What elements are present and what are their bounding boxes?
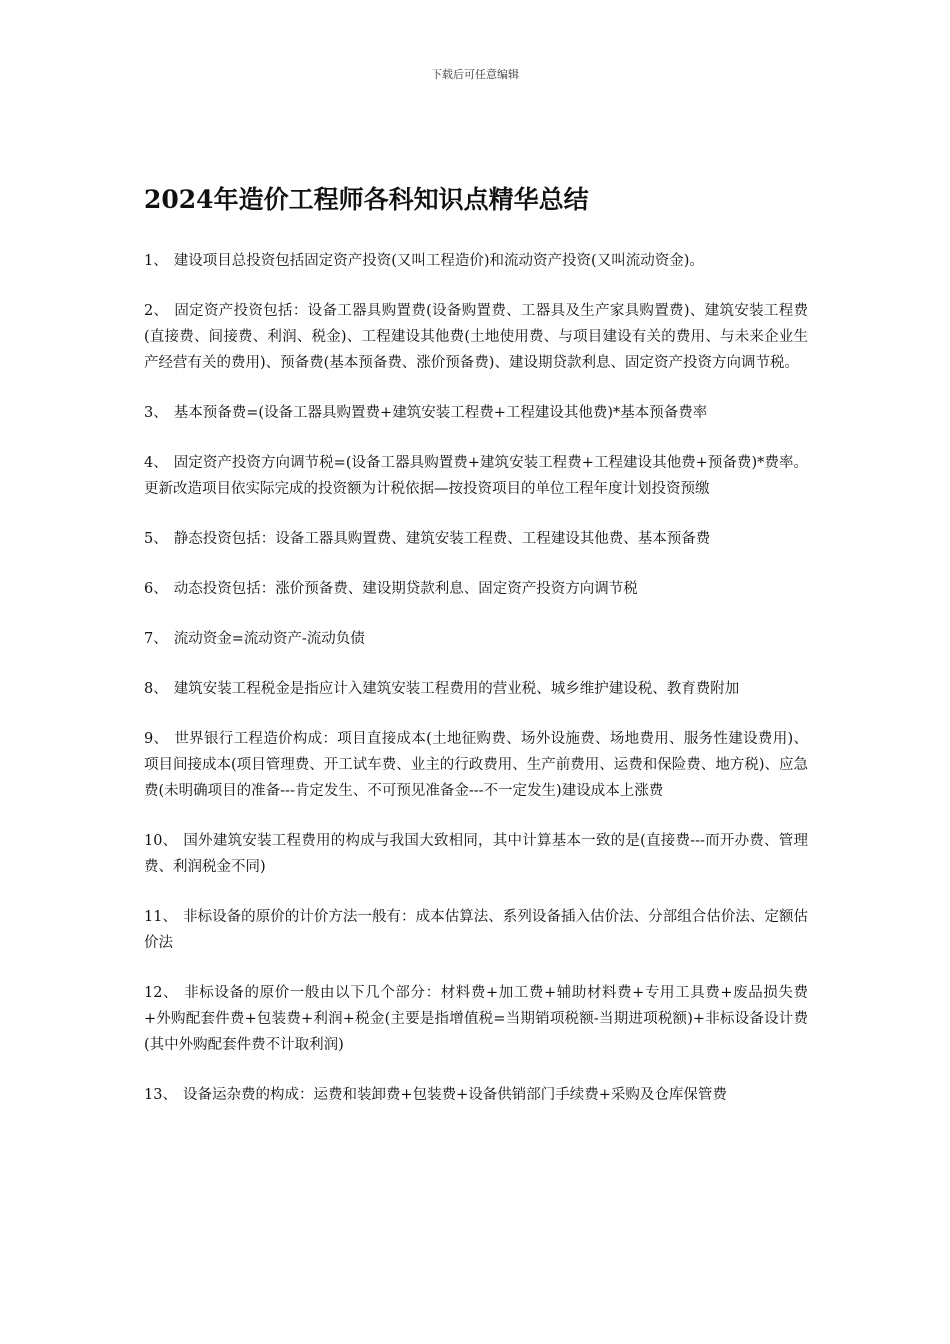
item-number: 2、 (144, 303, 169, 319)
item-number: 8、 (144, 681, 168, 697)
item-text: 基本预备费=(设备工器具购置费+建筑安装工程费+工程建设其他费)*基本预备费率 (173, 405, 708, 421)
item-text: 世界银行工程造价构成：项目直接成本(土地征购费、场外设施费、场地费用、服务性建设费用)、项目间接成本(项目管理费、开工试车费、业主的行政费用、生产前费用、运费和保险费、地方税)、应急费(未明确项目的准备---肯定发生、不可预见准备金---不一定发生)建设成本上涨费 (144, 731, 809, 799)
list-item (144, 450, 808, 502)
document-title: 2024年造价工程师各科知识点精华总结 (144, 185, 589, 214)
item-number: 9、 (144, 731, 169, 747)
item-text: 建设项目总投资包括固定资产投资(又叫工程造价)和流动资产投资(又叫流动资金)。 (173, 253, 704, 269)
list-item (144, 526, 808, 552)
item-number: 13、 (144, 1087, 177, 1103)
list-item (144, 1082, 808, 1108)
item-number: 10、 (144, 833, 178, 849)
item-text: 非标设备的原价的计价方法一般有：成本估算法、系列设备插入估价法、分部组合估价法、定额估价法 (144, 909, 809, 951)
list-item (144, 298, 808, 376)
item-text: 建筑安装工程税金是指应计入建筑安装工程费用的营业税、城乡维护建设税、教育费附加 (173, 681, 740, 697)
list-item (144, 726, 808, 804)
list-item (144, 248, 808, 274)
item-number: 7、 (144, 631, 168, 647)
item-number: 3、 (144, 405, 168, 421)
item-number: 1、 (144, 253, 168, 269)
list-item (144, 904, 808, 956)
item-text: 流动资金=流动资产-流动负债 (173, 631, 365, 647)
page-header-note: 下载后可任意编辑 (431, 68, 519, 81)
document-body (144, 248, 808, 1132)
item-text: 非标设备的原价一般由以下几个部分：材料费+加工费+辅助材料费+专用工具费+废品损失费+外购配套件费+包装费+利润+税金(主要是指增值税=当期销项税额-当期进项税额)+非标设备设计费(其中外购配套件费不计取利润) (144, 985, 808, 1053)
item-number: 6、 (144, 581, 168, 597)
item-text: 国外建筑安装工程费用的构成与我国大致相同，其中计算基本一致的是(直接费---而开办费、管理费、利润税金不同) (144, 833, 808, 875)
item-text: 动态投资包括：涨价预备费、建设期贷款利息、固定资产投资方向调节税 (173, 581, 638, 597)
item-text: 固定资产投资方向调节税=(设备工器具购置费+建筑安装工程费+工程建设其他费+预备费)*费率。更新改造项目依实际完成的投资额为计税依据—按投资项目的单位工程年度计划投资预缴 (144, 455, 808, 497)
item-number: 5、 (144, 531, 168, 547)
list-item (144, 576, 808, 602)
item-text: 固定资产投资包括：设备工器具购置费(设备购置费、工器具及生产家具购置费)、建筑安装工程费(直接费、间接费、利润、税金)、工程建设其他费(土地使用费、与项目建设有关的费用、与未来企业生产经营有关的费用)、预备费(基本预备费、涨价预备费)、建设期贷款利息、固定资产投资方向调节税。 (144, 303, 809, 371)
item-number: 12、 (144, 985, 179, 1001)
item-number: 11、 (144, 909, 178, 925)
item-number: 4、 (144, 455, 168, 471)
list-item (144, 980, 808, 1058)
item-text: 静态投资包括：设备工器具购置费、建筑安装工程费、工程建设其他费、基本预备费 (173, 531, 711, 547)
list-item (144, 400, 808, 426)
list-item (144, 828, 808, 880)
list-item (144, 676, 808, 702)
list-item (144, 626, 808, 652)
item-text: 设备运杂费的构成：运费和装卸费+包装费+设备供销部门手续费+采购及仓库保管费 (182, 1087, 727, 1103)
